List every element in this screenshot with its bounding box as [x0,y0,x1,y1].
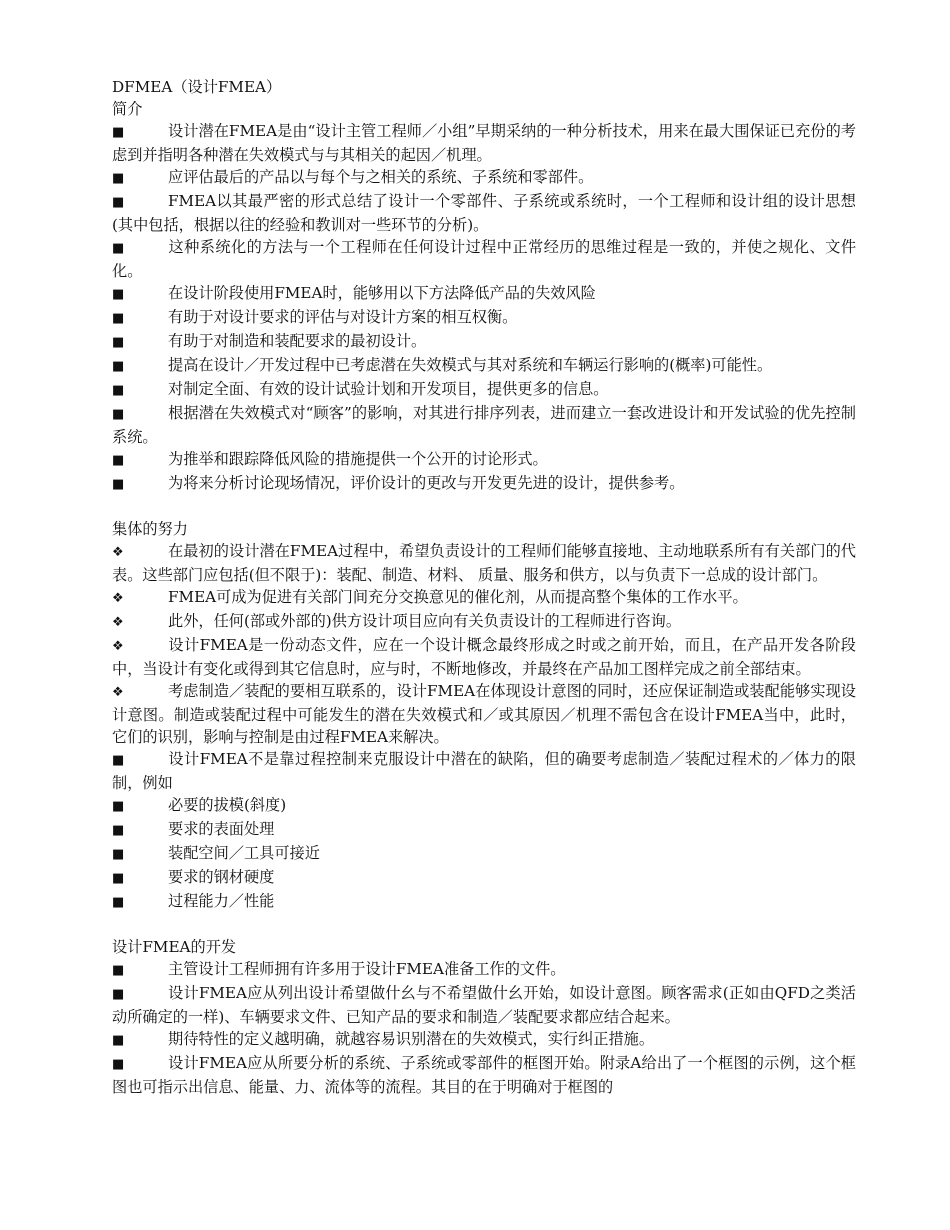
list-item-text: 设计FMEA应从所要分析的系统、子系统或零部件的框图开始。附录A给出了一个框图的示例，这个框图也可指示出信息、能量、力、流体等的流程。其目的在于明确对于框图的 [112,1054,856,1096]
list-item-text: 必要的拔模(斜度) [168,796,287,814]
diamond-bullet-icon: ❖ [112,685,124,700]
square-bullet-icon: ■ [112,287,125,302]
list-item [112,680,856,748]
list-item-text: 要求的钢材硬度 [168,868,275,886]
square-bullet-icon: ■ [112,895,125,910]
list-item-text: 要求的表面处理 [168,820,275,838]
document-title: DFMEA（设计FMEA） [112,78,282,96]
list-item [112,958,856,982]
document-page [112,76,856,1098]
list-item [112,1028,856,1052]
list-item [112,166,856,190]
list-item-text: 应评估最后的产品以与每个与之相关的系统、子系统和零部件。 [168,168,594,186]
section-heading: 集体的努力 [112,520,188,538]
square-bullet-icon: ■ [112,335,125,350]
list-item [112,610,856,634]
list-item-text: 期待特性的定义越明确，就越容易识别潜在的失效模式，实行纠正措施。 [168,1030,654,1048]
list-item-text: 考虑制造／装配的要相互联系的，设计FMEA在体现设计意图的同时，还应保证制造或装配能够实现设计意图。制造或装配过程中可能发生的潜在失效模式和／或其原因／机理不需包含在设计FMEA当中，此时，它们的识别，影响与控制是由过程FMEA来解决。 [112,682,856,746]
list-item-text: 有助于对设计要求的评估与对设计方案的相互权衡。 [168,308,518,326]
list-item [112,540,856,586]
list-item-text: 设计潜在FMEA是由“设计主管工程师／小组”早期采纳的一种分析技术，用来在最大围保证已充份的考虑到并指明各种潜在失效模式与与其相关的起因／机理。 [112,122,856,164]
list-item-text: 装配空间／工具可接近 [168,844,320,862]
list-item-text: 过程能力／性能 [168,892,275,910]
list-item-text: 提高在设计／开发过程中已考虑潜在失效模式与其对系统和车辆运行影响的(概率)可能性。 [168,356,773,374]
square-bullet-icon: ■ [112,383,125,398]
square-bullet-icon: ■ [112,963,125,978]
diamond-bullet-icon: ❖ [112,639,124,654]
list-item-text: 为将来分析讨论现场情况，评价设计的更改与开发更先进的设计，提供参考。 [168,474,685,492]
square-bullet-icon: ■ [112,241,125,256]
list-item-text: 为推举和跟踪降低风险的措施提供一个公开的讨论形式。 [168,450,548,468]
list-item [112,354,856,378]
list-item [112,448,856,472]
list-item-text: 设计FMEA不是靠过程控制来克服设计中潜在的缺陷，但的确要考虑制造／装配过程术的／体力的限制，例如 [112,750,856,792]
list-item [112,282,856,306]
square-bullet-icon: ■ [112,453,125,468]
list-item-text: FMEA可成为促进有关部门间充分交换意见的催化剂，从而提高整个集体的工作水平。 [168,588,748,606]
document-body [112,98,856,1098]
square-bullet-icon: ■ [112,847,125,862]
list-item-text: 主管设计工程师拥有许多用于设计FMEA准备工作的文件。 [168,960,566,978]
list-item [112,818,856,842]
list-item-text: 有助于对制造和装配要求的最初设计。 [168,332,427,350]
list-item [112,190,856,236]
square-bullet-icon: ■ [112,195,125,210]
list-item-text: 在最初的设计潜在FMEA过程中，希望负责设计的工程师们能够直接地、主动地联系所有有关部门的代表。这些部门应包括(但不限于)：装配、制造、材料、 质量、服务和供方，以与负责下一总成的设计部门。 [112,542,856,584]
list-item [112,472,856,496]
square-bullet-icon: ■ [112,1033,125,1048]
square-bullet-icon: ■ [112,311,125,326]
list-item [112,982,856,1028]
list-item [112,236,856,282]
list-item [112,890,856,914]
square-bullet-icon: ■ [112,171,125,186]
square-bullet-icon: ■ [112,871,125,886]
list-item-text: 此外，任何(部或外部的)供方设计项目应向有关负责设计的工程师进行咨询。 [168,612,682,630]
list-item [112,794,856,818]
list-item-text: 这种系统化的方法与一个工程师在任何设计过程中正常经历的思维过程是一致的，并使之规化、文件化。 [112,238,856,280]
list-item-text: 设计FMEA是一份动态文件，应在一个设计概念最终形成之时或之前开始，而且，在产品开发各阶段中，当设计有变化或得到其它信息时，应与时，不断地修改，并最终在产品加工图样完成之前全部结束。 [112,636,856,678]
section-spacer [112,914,856,936]
list-item-text: 在设计阶段使用FMEA时，能够用以下方法降低产品的失效风险 [168,284,596,302]
list-item [112,866,856,890]
square-bullet-icon: ■ [112,407,125,422]
list-item [112,586,856,610]
section-heading: 设计FMEA的开发 [112,938,237,956]
diamond-bullet-icon: ❖ [112,545,124,560]
diamond-bullet-icon: ❖ [112,615,124,630]
square-bullet-icon: ■ [112,799,125,814]
square-bullet-icon: ■ [112,753,125,768]
list-item-text: 根据潜在失效模式对“顾客”的影响，对其进行排序列表，进而建立一套改进设计和开发试验的优先控制系统。 [112,404,856,446]
list-item [112,378,856,402]
square-bullet-icon: ■ [112,359,125,374]
list-item [112,748,856,794]
list-item [112,1052,856,1098]
square-bullet-icon: ■ [112,823,125,838]
section-heading: 简介 [112,100,143,118]
list-item-text: 设计FMEA应从列出设计希望做什幺与不希望做什幺开始，如设计意图。顾客需求(正如由QFD之类活动所确定的一样)、车辆要求文件、已知产品的要求和制造／装配要求都应结合起来。 [112,984,856,1026]
list-item-text: 对制定全面、有效的设计试验计划和开发项目，提供更多的信息。 [168,380,609,398]
list-item [112,330,856,354]
square-bullet-icon: ■ [112,125,125,140]
list-item [112,402,856,448]
list-item [112,120,856,166]
square-bullet-icon: ■ [112,1057,125,1072]
square-bullet-icon: ■ [112,987,125,1002]
list-item [112,842,856,866]
list-item [112,634,856,680]
list-item-text: FMEA以其最严密的形式总结了设计一个零部件、子系统或系统时，一个工程师和设计组的设计思想(其中包括，根据以往的经验和教训对一些环节的分析)。 [112,192,856,234]
square-bullet-icon: ■ [112,477,125,492]
list-item [112,306,856,330]
diamond-bullet-icon: ❖ [112,591,124,606]
section-spacer [112,496,856,518]
